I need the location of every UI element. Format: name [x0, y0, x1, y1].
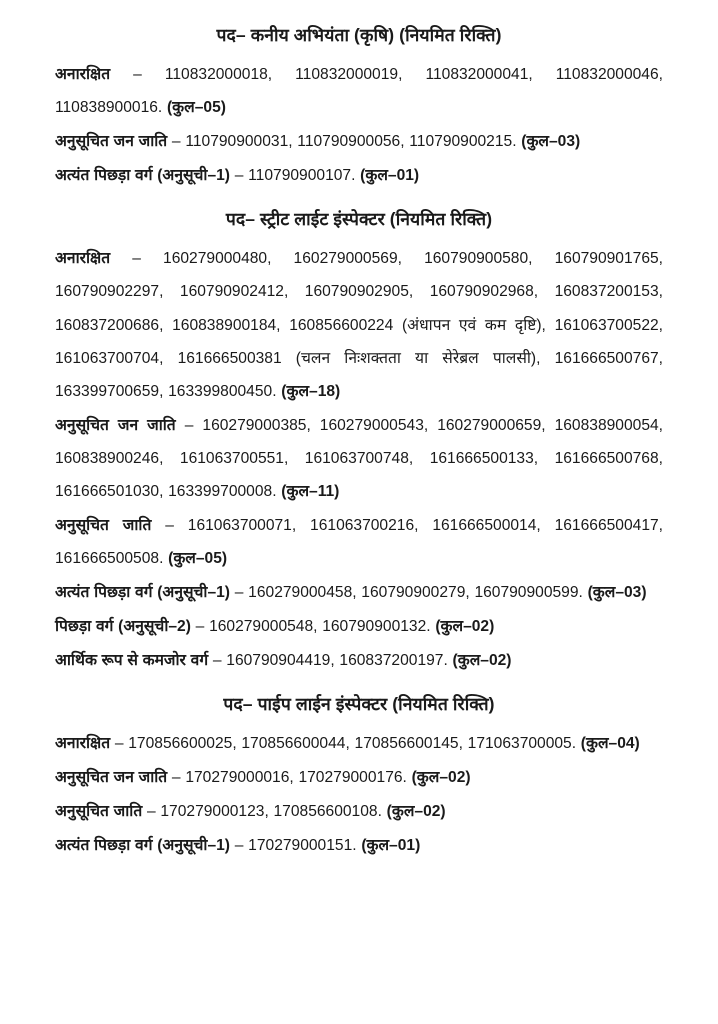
category-row — [55, 644, 663, 677]
category-label: अनुसूचित जाति — [55, 803, 143, 821]
category-label: पिछड़ा वर्ग (अनुसूची–2) — [55, 617, 191, 635]
category-label: अनुसूचित जन जाति — [55, 133, 168, 151]
category-label: अनारक्षित — [55, 250, 111, 268]
category-label: अनारक्षित — [55, 735, 111, 753]
post-section-pipe-line-inspector — [55, 691, 663, 862]
roll-number-list: 110832000018, 110832000019, 110832000041, 110832000046, 110838900016. — [55, 66, 663, 117]
separator-dash: – — [171, 133, 181, 151]
separator-dash: – — [146, 803, 156, 821]
category-total: (कुल–02) — [452, 652, 512, 669]
separator-dash: – — [212, 652, 222, 669]
category-total: (कुल–05) — [166, 99, 226, 117]
category-row — [55, 125, 663, 158]
category-total: (कुल–01) — [361, 837, 421, 855]
category-row — [55, 242, 663, 407]
roll-number-list: 161063700071, 161063700216, 161666500014, 161666500417, 161666500508. — [55, 516, 663, 567]
roll-number-list: 110790900031, 110790900056, 110790900215. — [185, 133, 517, 151]
category-total: (कुल–01) — [360, 167, 420, 185]
category-row — [55, 829, 663, 862]
separator-dash: – — [114, 735, 124, 753]
roll-number-list: 160279000548, 160790900132. — [209, 617, 431, 635]
separator-dash: – — [132, 250, 141, 268]
category-total: (कुल–02) — [435, 617, 495, 635]
category-total: (कुल–18) — [281, 382, 341, 400]
post-section-street-light-inspector — [55, 206, 663, 677]
roll-number-list: 170279000016, 170279000176. — [185, 769, 407, 787]
separator-dash: – — [234, 583, 244, 601]
category-row — [55, 610, 663, 643]
category-row — [55, 159, 663, 192]
category-label: अनुसूचित जन जाति — [55, 769, 168, 787]
post-heading: पद– पाईप लाईन इंस्पेक्टर (नियमित रिक्ति) — [223, 694, 495, 715]
separator-dash: – — [195, 617, 205, 635]
separator-dash: – — [234, 837, 244, 855]
category-total: (कुल–02) — [386, 803, 446, 821]
roll-number-list: 160279000385, 160279000543, 160279000659, 160838900054, 160838900246, 161063700551, 161063700748, 161666500133, 161666500768, 161666501030, 163399700008. — [55, 416, 663, 500]
roll-number-list: 110790900107. — [248, 167, 356, 185]
category-label: अनुसूचित जाति — [55, 516, 152, 534]
category-row — [55, 58, 663, 124]
category-row — [55, 509, 663, 575]
category-total: (कुल–11) — [281, 482, 340, 500]
roll-number-list: 170856600025, 170856600044, 170856600145, 171063700005. — [128, 735, 577, 753]
category-row — [55, 409, 663, 508]
category-label: अनुसूचित जन जाति — [55, 416, 176, 434]
separator-dash: – — [133, 66, 142, 84]
roll-number-list: 160279000458, 160790900279, 160790900599. — [248, 583, 583, 601]
category-total: (कुल–03) — [521, 133, 581, 151]
post-heading: पद– कनीय अभियंता (कृषि) (नियमित रिक्ति) — [216, 25, 502, 45]
separator-dash: – — [234, 167, 244, 185]
category-total: (कुल–05) — [168, 549, 228, 567]
separator-dash: – — [171, 769, 181, 787]
roll-number-list: 160279000480, 160279000569, 160790900580, 160790901765, 160790902297, 160790902412, 160790902905, 160790902968, 160837200153, 160837200686, 160838900184, 160856600224 (अंधापन एवं कम दृष्टि), 161063700522, 161063700704, 161666500381 (चलन निःशक्तता या सेरेब्रल पालसी), 161666500767, 163399700659, 163399800450. — [55, 250, 664, 400]
separator-dash: – — [165, 516, 174, 534]
category-row — [55, 761, 663, 794]
roll-number-list: 170279000123, 170856600108. — [160, 803, 382, 821]
separator-dash: – — [184, 416, 194, 434]
category-row — [55, 727, 663, 760]
category-row — [55, 795, 663, 828]
category-row — [55, 576, 663, 609]
category-label: अत्यंत पिछड़ा वर्ग (अनुसूची–1) — [55, 583, 231, 601]
post-heading: पद– स्ट्रीट लाईट इंस्पेक्टर (नियमित रिक्ति) — [225, 209, 493, 230]
category-total: (कुल–03) — [587, 583, 647, 601]
category-label: अनारक्षित — [55, 66, 111, 84]
category-label: अत्यंत पिछड़ा वर्ग (अनुसूची–1) — [55, 837, 231, 855]
category-total: (कुल–02) — [411, 769, 471, 787]
category-total: (कुल–04) — [580, 735, 640, 753]
post-section-junior-engineer-agriculture — [55, 22, 663, 192]
roll-number-list: 170279000151. — [248, 837, 357, 855]
category-label: अत्यंत पिछड़ा वर्ग (अनुसूची–1) — [55, 167, 231, 185]
roll-number-list: 160790904419, 160837200197. — [226, 652, 448, 669]
category-label: आर्थिक रूप से कमजोर वर्ग — [55, 652, 209, 669]
